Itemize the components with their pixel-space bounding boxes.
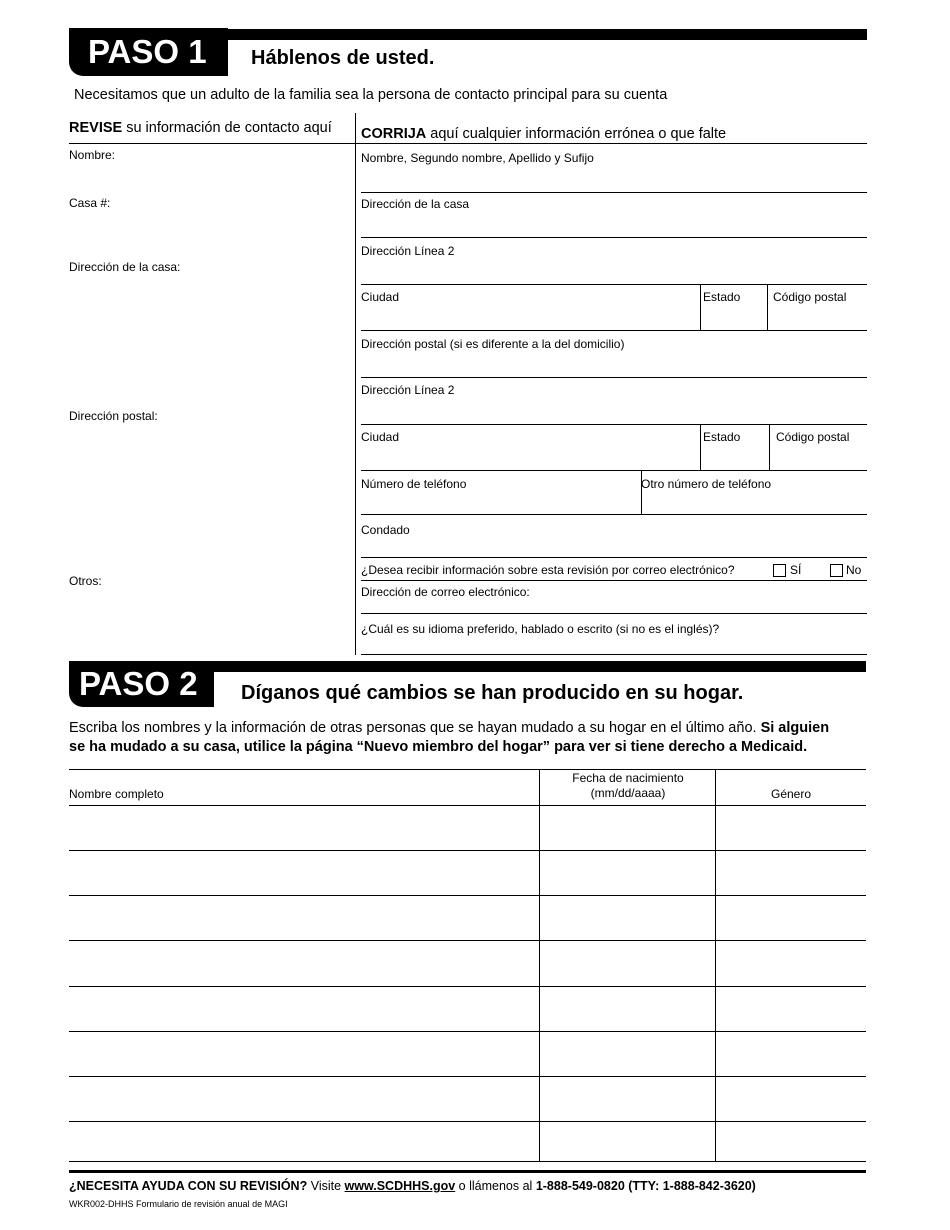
correct-header-rest: aquí cualquier información errónea o que falte [426,126,727,142]
step2-header-bar [212,661,866,672]
city-state-divider-a [700,284,701,330]
footer-visit: Visite [307,1179,345,1193]
city-state-zip-field-a[interactable] [361,330,867,331]
full-name-label: Nombre, Segundo nombre, Apellido y Sufijo [361,151,594,165]
col-header-dob-line1: Fecha de nacimiento [572,771,684,785]
footer-help-bold: ¿NECESITA AYUDA CON SU REVISIÓN? [69,1179,308,1193]
step2-intro-bold-2: se ha mudado a su casa, utilice la página “Nuevo miembro del hogar” para ver si tiene derecho a Medicaid. [69,739,808,755]
mailing-address-label: Dirección postal (si es diferente a la del domicilio) [361,337,625,351]
footer-help [69,1179,756,1194]
review-header-rest: su información de contacto aquí [122,120,332,136]
review-header-bold: REVISE [69,120,123,136]
step2-intro-bold-1: Si alguien [760,720,830,736]
table-header-rule [69,805,866,806]
correct-header [361,126,726,143]
step1-badge-text: PASO 1 [88,33,207,70]
email-yes-checkbox[interactable] [773,564,786,577]
table-divider-2 [715,769,716,1162]
zip-label-a: Código postal [773,290,847,304]
footer-phones: 1-888-549-0820 (TTY: 1-888-842-3620) [535,1179,756,1193]
left-label-mail-address: Dirección postal: [69,409,158,423]
address-line2-label-b: Dirección Línea 2 [361,383,455,397]
address-line2-label-a: Dirección Línea 2 [361,244,455,258]
step1-header-rule [69,143,867,144]
step1-intro: Necesitamos que un adulto de la familia sea la persona de contacto principal para su cuenta [74,87,668,103]
zip-label-b: Código postal [776,430,850,444]
email-yes-label: SÍ [790,563,802,577]
table-row[interactable] [69,895,866,896]
email-address-field[interactable] [361,613,867,614]
left-label-home-address: Dirección de la casa: [69,260,181,274]
city-label-b: Ciudad [361,430,400,444]
table-row[interactable] [69,1031,866,1032]
mailing-address-field[interactable] [361,377,867,378]
footer-rule [69,1170,866,1173]
col-header-dob-line2: (mm/dd/aaaa) [590,786,666,800]
city-label-a: Ciudad [361,290,400,304]
phone-field[interactable] [361,514,867,515]
county-label: Condado [361,523,410,537]
full-name-field[interactable] [361,192,867,193]
table-row[interactable] [69,1161,866,1162]
household-table-top [69,769,866,770]
other-phone-label: Otro número de teléfono [641,477,772,491]
state-zip-divider-b [769,424,770,470]
left-label-house: Casa #: [69,196,111,210]
home-address-label: Dirección de la casa [361,197,470,211]
step1-header-bar [226,29,867,40]
home-address-field[interactable] [361,237,867,238]
col-header-gender: Género [770,787,812,801]
step2-title: Díganos qué cambios se han producido en su hogar. [241,682,744,704]
email-address-label: Dirección de correo electrónico: [361,585,530,599]
email-question-rule [361,580,867,581]
city-state-divider-b [700,424,701,470]
step2-intro-plain: Escriba los nombres y la información de otras personas que se hayan mudado a su hogar en el último año. [69,720,761,736]
step1-title: Háblenos de usted. [251,47,435,69]
address-line2-field-a[interactable] [361,284,867,285]
table-row[interactable] [69,850,866,851]
step2-badge [69,661,214,707]
table-row[interactable] [69,1121,866,1122]
phone-label: Número de teléfono [361,477,467,491]
email-no-checkbox[interactable] [830,564,843,577]
correct-header-bold: CORRIJA [361,126,427,142]
email-question-label: ¿Desea recibir información sobre esta revisión por correo electrónico? [361,563,735,577]
col-header-dob [540,771,716,801]
table-row[interactable] [69,986,866,987]
state-label-a: Estado [703,290,741,304]
table-row[interactable] [69,940,866,941]
step1-center-divider [355,113,356,655]
left-label-others: Otros: [69,574,102,588]
state-label-b: Estado [703,430,741,444]
step2-intro [69,719,889,757]
footer-call: o llámenos al [455,1179,536,1193]
county-field[interactable] [361,557,867,558]
city-state-zip-field-b[interactable] [361,470,867,471]
email-no-label: No [846,563,862,577]
step1-badge [69,28,228,76]
table-row[interactable] [69,1076,866,1077]
left-label-name: Nombre: [69,148,116,162]
address-line2-field-b[interactable] [361,424,867,425]
review-header [69,120,332,137]
language-label: ¿Cuál es su idioma preferido, hablado o escrito (si no es el inglés)? [361,622,720,636]
footer-form-id: WKR002-DHHS Formulario de revisión anual de MAGI [69,1199,288,1209]
table-divider-1 [539,769,540,1162]
state-zip-divider-a [767,284,768,330]
footer-url-link[interactable]: www.SCDHHS.gov [344,1179,456,1193]
step2-badge-text: PASO 2 [79,665,198,702]
language-field[interactable] [361,654,867,655]
col-header-name: Nombre completo [69,787,164,801]
